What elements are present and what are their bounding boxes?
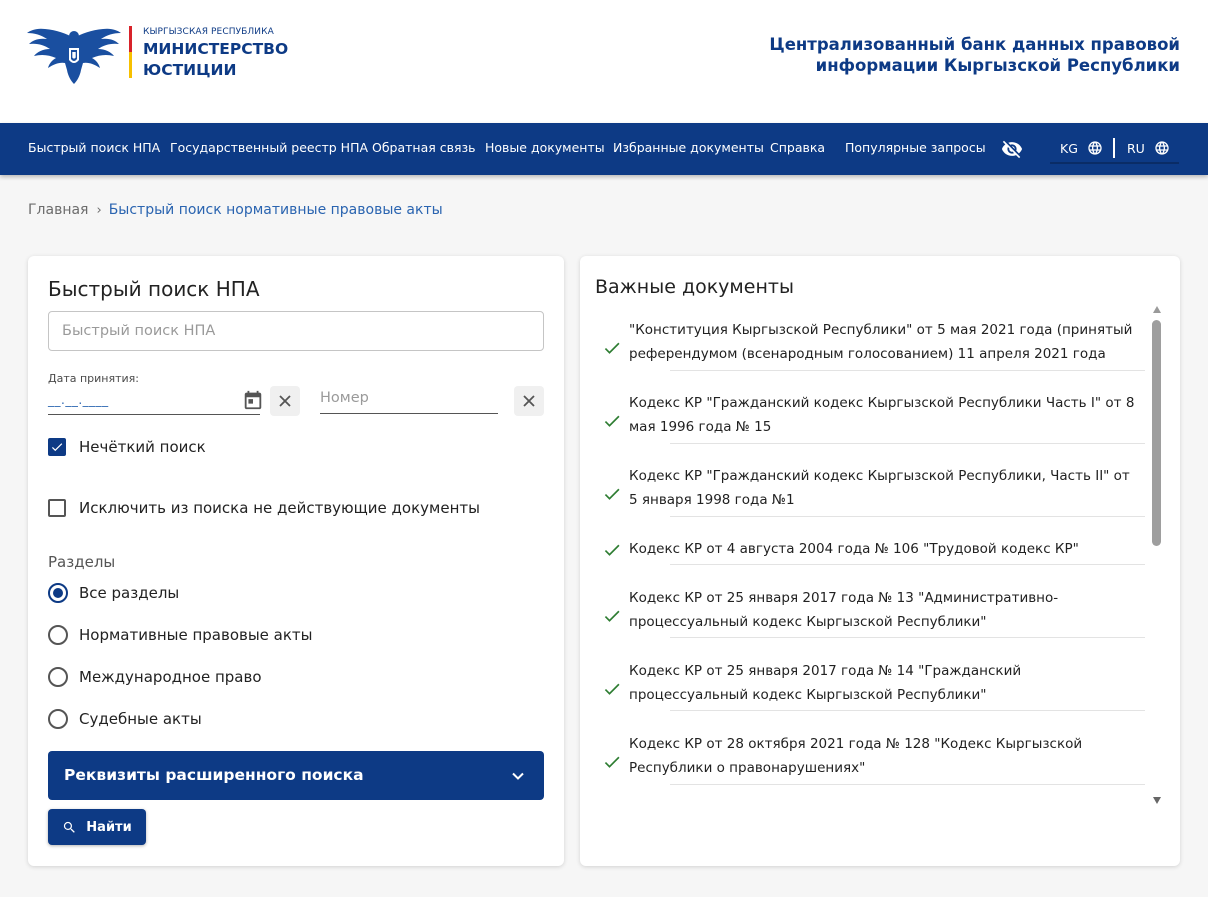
find-button[interactable] — [48, 809, 146, 845]
radio-international-law[interactable] — [48, 667, 262, 687]
globe-icon — [1154, 140, 1170, 156]
radio-selected[interactable] — [48, 583, 68, 603]
site-title-line2: информации Кыргызской Республики — [815, 56, 1180, 75]
checkbox-unchecked[interactable] — [48, 499, 66, 517]
radio-court-acts[interactable] — [48, 709, 202, 729]
close-icon — [278, 394, 292, 408]
document-divider — [670, 637, 1145, 638]
checkbox-checked[interactable] — [48, 438, 66, 456]
document-list-scrollbar[interactable] — [1149, 304, 1165, 804]
lang-ru-label: RU — [1127, 140, 1145, 156]
document-divider — [670, 710, 1145, 711]
radio-normative-acts[interactable] — [48, 625, 313, 645]
document-divider — [670, 370, 1145, 371]
advanced-search-accordion[interactable] — [48, 751, 544, 800]
main-nav — [0, 123, 1208, 175]
check-icon — [602, 540, 622, 560]
lang-separator — [1113, 138, 1115, 158]
site-title — [769, 34, 1180, 76]
number-placeholder: Номер — [320, 390, 369, 406]
checkmark-icon — [50, 440, 64, 454]
document-divider — [670, 564, 1145, 565]
radio-label: Международное право — [79, 668, 262, 686]
search-icon — [62, 820, 77, 835]
number-input[interactable] — [320, 387, 498, 414]
ministry-logo[interactable] — [27, 26, 288, 84]
check-icon — [602, 411, 622, 431]
radio-all-sections[interactable] — [48, 583, 179, 603]
breadcrumb — [28, 202, 443, 218]
clear-number-button[interactable] — [514, 386, 544, 416]
document-list — [580, 312, 1145, 796]
document-title: Кодекс КР "Гражданский кодекс Кыргызской Республики Часть I" от 8 мая 1996 года № 15 — [629, 395, 1135, 435]
document-divider — [670, 784, 1145, 785]
radio-unselected[interactable] — [48, 667, 68, 687]
radio-label: Нормативные правовые акты — [79, 626, 313, 644]
document-divider — [670, 443, 1145, 444]
quick-search-title: Быстрый поиск НПА — [48, 277, 260, 301]
nav-help[interactable]: Справка — [770, 140, 826, 155]
flag-color-bar — [129, 26, 132, 78]
calendar-icon[interactable] — [242, 389, 264, 411]
eagle-emblem-icon — [27, 26, 121, 84]
date-input[interactable] — [48, 388, 260, 415]
breadcrumb-separator: › — [96, 202, 102, 218]
logo-text — [143, 27, 288, 79]
document-title: Кодекс КР от 28 октября 2021 года № 128 "Кодекс Кыргызской Республики о правонарушениях" — [629, 736, 1083, 776]
document-title: Кодекс КР от 4 августа 2004 года № 106 "Трудовой кодекс КР" — [629, 541, 1079, 557]
document-title: Кодекс КР "Гражданский кодекс Кыргызской Республики, Часть II" от 5 января 1998 года №1 — [629, 468, 1130, 508]
logo-ministry-line2: ЮСТИЦИИ — [143, 61, 237, 79]
document-title: Кодекс КР от 25 января 2017 года № 13 "Административно-процессуальный кодекс Кыргызской Республики" — [629, 590, 1059, 630]
advanced-search-label: Реквизиты расширенного поиска — [64, 766, 364, 784]
check-icon — [602, 338, 622, 358]
close-icon — [522, 394, 536, 408]
eye-off-icon[interactable] — [1001, 138, 1023, 160]
date-label: Дата принятия: — [48, 372, 139, 385]
lang-kg-button[interactable] — [1060, 140, 1103, 156]
fuzzy-search-checkbox[interactable] — [48, 438, 206, 456]
date-mask: __.__.____ — [48, 393, 109, 407]
important-documents-title: Важные документы — [595, 276, 794, 298]
radio-unselected[interactable] — [48, 709, 68, 729]
lang-kg-label: KG — [1060, 140, 1078, 156]
lang-underline — [1050, 162, 1179, 164]
breadcrumb-current: Быстрый поиск нормативные правовые акты — [108, 202, 443, 218]
find-button-label: Найти — [86, 819, 132, 835]
nav-feedback[interactable]: Обратная связь — [372, 140, 476, 155]
important-documents-card — [580, 256, 1180, 866]
nav-state-register[interactable]: Государственный реестр НПА — [170, 140, 369, 155]
nav-favorite-documents[interactable]: Избранные документы — [613, 140, 764, 155]
exclude-inactive-checkbox[interactable] — [48, 499, 480, 517]
lang-ru-button[interactable] — [1127, 140, 1170, 156]
nav-quick-search[interactable]: Быстрый поиск НПА — [28, 140, 161, 155]
site-header — [0, 0, 1208, 123]
nav-popular-queries[interactable]: Популярные запросы — [845, 140, 986, 155]
logo-country: КЫРГЫЗСКАЯ РЕСПУБЛИКА — [143, 27, 274, 37]
scroll-thumb[interactable] — [1152, 320, 1161, 546]
site-title-line1: Централизованный банк данных правовой — [769, 35, 1180, 54]
nav-new-documents[interactable]: Новые документы — [485, 140, 605, 155]
sections-label: Разделы — [48, 553, 116, 571]
check-icon — [602, 484, 622, 504]
radio-unselected[interactable] — [48, 625, 68, 645]
check-icon — [602, 752, 622, 772]
document-title: Кодекс КР от 25 января 2017 года № 14 "Гражданский процессуальный кодекс Кыргызской Республики" — [629, 663, 1022, 703]
globe-icon — [1087, 140, 1103, 156]
logo-ministry-line1: МИНИСТЕРСТВО — [143, 40, 289, 58]
quick-search-card — [28, 256, 564, 866]
check-icon — [602, 606, 622, 626]
radio-label: Судебные акты — [79, 710, 202, 728]
fuzzy-search-label: Нечёткий поиск — [79, 438, 206, 456]
clear-date-button[interactable] — [270, 386, 300, 416]
document-title: "Конституция Кыргызской Республики" от 5 мая 2021 года (принятый референдумом (всенародным голосованием) 11 апреля 2021 года — [629, 322, 1133, 362]
radio-label: Все разделы — [79, 584, 180, 602]
exclude-inactive-label: Исключить из поиска не действующие документы — [79, 499, 480, 517]
chevron-down-icon — [510, 768, 526, 784]
check-icon — [602, 679, 622, 699]
scroll-up-arrow-icon[interactable] — [1153, 306, 1161, 313]
document-divider — [670, 516, 1145, 517]
breadcrumb-home-link[interactable]: Главная — [28, 202, 89, 218]
scroll-down-arrow-icon[interactable] — [1153, 797, 1161, 804]
quick-search-input[interactable] — [48, 311, 544, 351]
